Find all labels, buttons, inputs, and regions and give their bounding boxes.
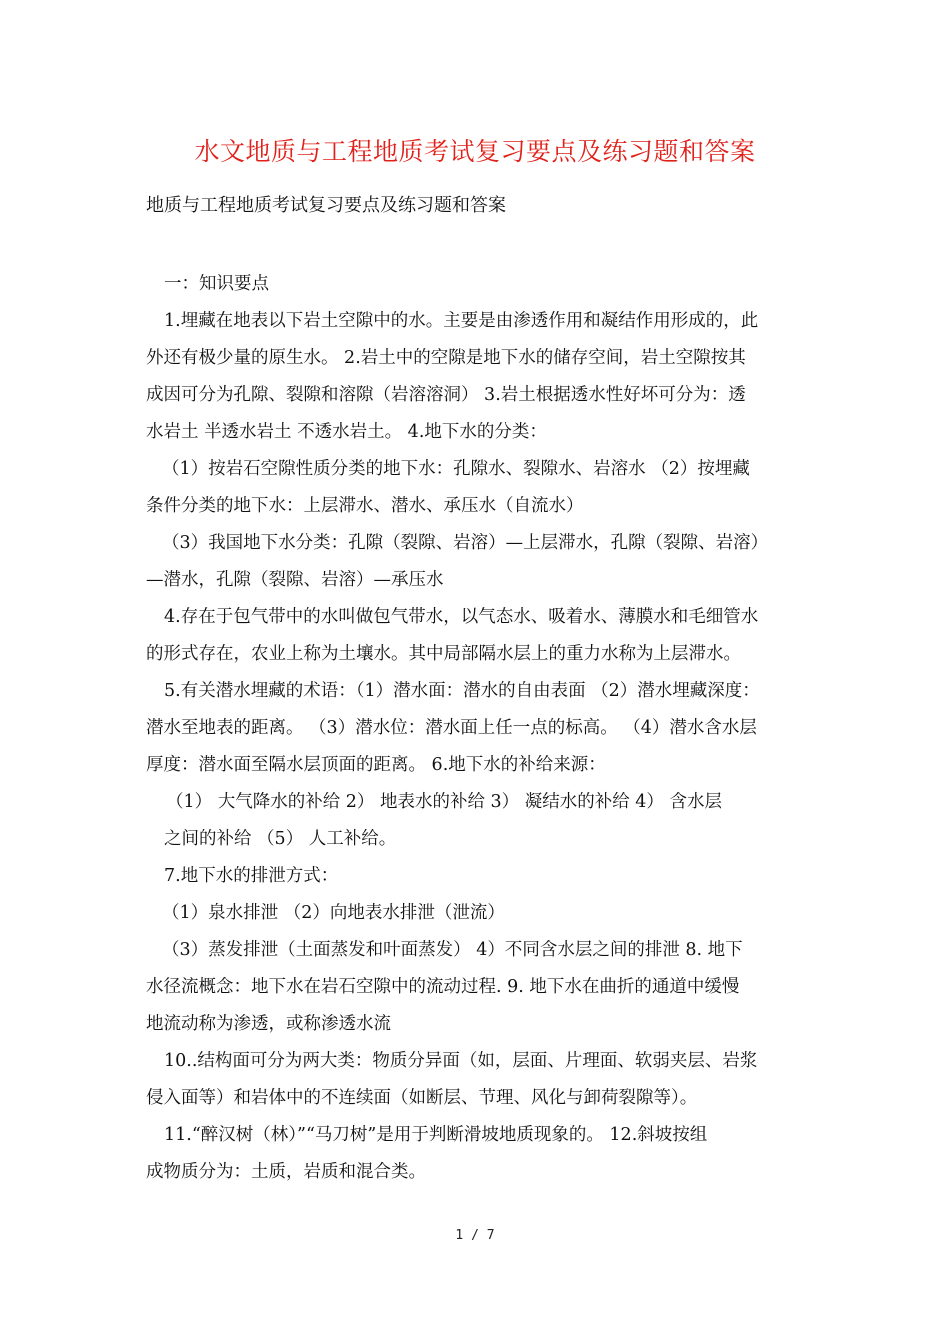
paragraph-line: （1）泉水排泄 （2）向地表水排泄（泄流） — [162, 903, 505, 923]
paragraph-line: 5.有关潜水埋藏的术语：（1）潜水面：潜水的自由表面 （2）潜水埋藏深度： — [164, 681, 760, 701]
paragraph-line: 水岩土 半透水岩土 不透水岩土。 4.地下水的分类： — [146, 422, 547, 442]
paragraph-line: 条件分类的地下水：上层滞水、潜水、承压水（自流水） — [146, 496, 584, 516]
paragraph-line: 成因可分为孔隙、裂隙和溶隙（岩溶溶洞） 3.岩土根据透水性好坏可分为：透 — [146, 385, 746, 405]
paragraph-line: （3）我国地下水分类：孔隙（裂隙、岩溶）—上层滞水，孔隙（裂隙、岩溶） — [162, 533, 769, 553]
paragraph-line: 10..结构面可分为两大类：物质分异面（如，层面、片理面、软弱夹层、岩浆 — [164, 1051, 758, 1071]
paragraph-line: （1） 大气降水的补给 2） 地表水的补给 3） 凝结水的补给 4） 含水层 — [166, 792, 722, 812]
paragraph-line: 11.“醉汉树（林）”“马刀树”是用于判断滑坡地质现象的。 12.斜坡按组 — [164, 1125, 708, 1145]
paragraph-line: 的形式存在，农业上称为土壤水。其中局部隔水层上的重力水称为上层滞水。 — [146, 644, 741, 664]
document-subtitle: 地质与工程地质考试复习要点及练习题和答案 — [146, 195, 506, 216]
paragraph-line: 外还有极少量的原生水。 2.岩土中的空隙是地下水的储存空间，岩土空隙按其 — [146, 348, 746, 368]
paragraph-line: （3）蒸发排泄（土面蒸发和叶面蒸发） 4）不同含水层之间的排泄 8. 地下 — [162, 940, 743, 960]
document-title: 水文地质与工程地质考试复习要点及练习题和答案 — [194, 137, 756, 166]
paragraph-line: 4.存在于包气带中的水叫做包气带水，以气态水、吸着水、薄膜水和毛细管水 — [164, 607, 759, 627]
document-body — [146, 266, 810, 1191]
paragraph-line: 水径流概念：地下水在岩石空隙中的流动过程. 9. 地下水在曲折的通道中缓慢 — [146, 977, 740, 997]
paragraph-line: 成物质分为：土质，岩质和混合类。 — [146, 1162, 426, 1182]
paragraph-line: 7.地下水的排泄方式： — [164, 866, 339, 886]
section-heading: 一：知识要点 — [164, 274, 269, 294]
paragraph-line: 1.埋藏在地表以下岩土空隙中的水。主要是由渗透作用和凝结作用形成的，此 — [164, 311, 759, 331]
paragraph-line: 潜水至地表的距离。 （3）潜水位：潜水面上任一点的标高。 （4）潜水含水层 — [146, 718, 757, 738]
paragraph-line: 之间的补给 （5） 人工补给。 — [164, 829, 397, 849]
paragraph-line: 地流动称为渗透，或称渗透水流 — [146, 1014, 391, 1034]
paragraph-line: 厚度：潜水面至隔水层顶面的距离。 6.地下水的补给来源： — [146, 755, 606, 775]
paragraph-line: 侵入面等）和岩体中的不连续面（如断层、节理、风化与卸荷裂隙等）。 — [146, 1088, 698, 1108]
paragraph-line: （1）按岩石空隙性质分类的地下水：孔隙水、裂隙水、岩溶水 （2）按埋藏 — [162, 459, 750, 479]
paragraph-line: —潜水，孔隙（裂隙、岩溶）—承压水 — [146, 570, 444, 590]
page-number: 1 / 7 — [455, 1228, 495, 1243]
